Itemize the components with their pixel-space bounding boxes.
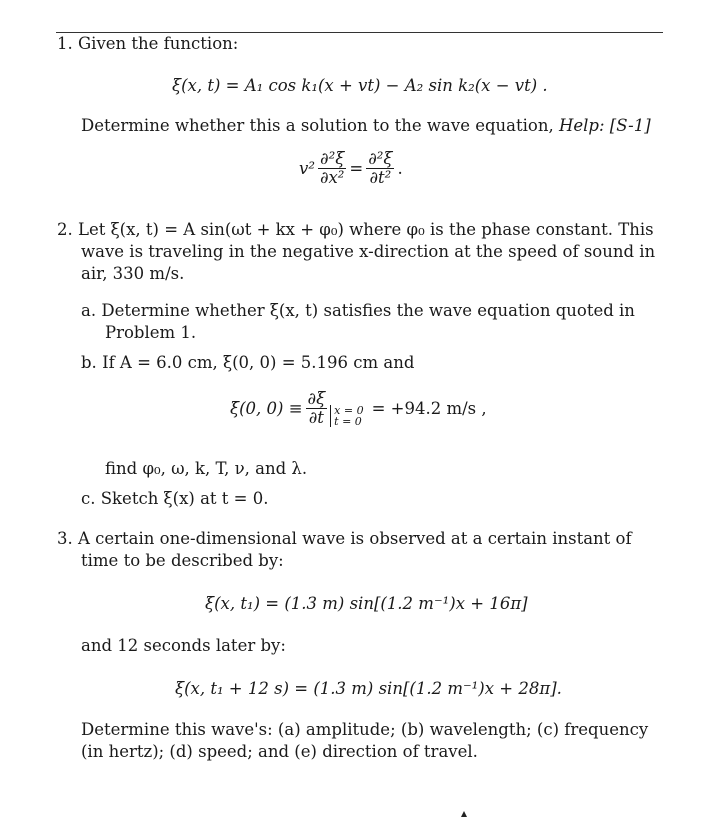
problem-2b-eq-rhs: = +94.2 m/s , [371, 399, 487, 418]
wave-eq-coef: v² [299, 159, 315, 178]
problem-2-line-2: wave is traveling in the negative x-direction at the speed of sound in [81, 242, 656, 261]
wave-eq-lhs-frac [318, 150, 346, 187]
problem-2b-eq-num: ∂ξ [307, 389, 326, 408]
problem-3-equation-2: ξ(x, t₁ + 12 s) = (1.3 m) sin[(1.2 m⁻¹)x + 28π]. [175, 679, 562, 698]
problem-2-number: 2. [57, 220, 73, 239]
wave-equation [299, 150, 403, 187]
problem-3-line1-text: A certain one-dimensional wave is observed at a certain instant of [78, 529, 632, 548]
problem-3-question-1: Determine this wave's: (a) amplitude; (b) wavelength; (c) frequency [81, 720, 649, 739]
problem-3-line-2: time to be described by: [81, 551, 284, 570]
wave-eq-lhs-num: ∂²ξ [320, 149, 345, 168]
problem-2-line-3: air, 330 m/s. [81, 264, 185, 283]
problem-2c-text: Sketch ξ(x) at t = 0. [100, 489, 269, 508]
problem-1-question-text: Determine whether this a solution to the wave equation, [81, 116, 554, 135]
problem-1-header [57, 33, 238, 55]
problem-2b-label: b. [81, 353, 97, 372]
problem-2b-cond-t: t = 0 [334, 414, 362, 428]
problem-2a-line1-text: Determine whether ξ(x, t) satisfies the wave equation quoted in [101, 301, 635, 320]
problem-2c-label: c. [81, 489, 96, 508]
problem-1-equation: ξ(x, t) = A₁ cos k₁(x + vt) − A₂ sin k₂(x − vt) . [172, 76, 548, 95]
problem-1-help: Help: [S-1] [558, 116, 651, 135]
wave-eq-period: . [397, 159, 403, 178]
problem-2a-line-1 [81, 300, 635, 322]
problem-3-equation-1: ξ(x, t₁) = (1.3 m) sin[(1.2 m⁻¹)x + 16π] [205, 594, 528, 613]
problem-3-line-1 [57, 528, 632, 550]
problem-2b-equation [230, 390, 487, 427]
problem-3-number: 3. [57, 529, 73, 548]
problem-2b-eq-lhs: ξ̇(0, 0) ≡ [230, 399, 303, 418]
problem-3-later: and 12 seconds later by: [81, 636, 286, 655]
wave-eq-rhs-den: ∂t² [369, 168, 392, 187]
problem-1-question [81, 115, 651, 137]
problem-2b-find: find φ₀, ω, k, T, ν, and λ. [105, 459, 308, 478]
wave-eq-rhs-num: ∂²ξ [368, 149, 393, 168]
problem-2-line-1 [57, 219, 654, 241]
wave-eq-equals: = [349, 159, 364, 178]
problem-2b-eq-den: ∂t [308, 408, 324, 427]
problem-2a-line-2: Problem 1. [105, 323, 197, 342]
problem-1-intro: Given the function: [78, 34, 239, 53]
problem-2b-eval-bar [330, 405, 363, 427]
problem-3-question-2: (in hertz); (d) speed; and (e) direction of travel. [81, 742, 478, 761]
problem-2c-line [81, 488, 268, 510]
problem-2b-cond-x: x = 0 [334, 403, 364, 417]
mouse-cursor-icon [461, 811, 467, 817]
problem-2a-label: a. [81, 301, 97, 320]
wave-eq-rhs-frac [366, 150, 394, 187]
wave-eq-lhs-den: ∂x² [319, 168, 345, 187]
problem-2b-line1-text: If A = 6.0 cm, ξ(0, 0) = 5.196 cm and [102, 353, 415, 372]
problem-2b-eq-frac [306, 390, 328, 427]
problem-2b-line-1 [81, 352, 414, 374]
problem-2-line1-text: Let ξ(x, t) = A sin(ωt + kx + φ₀) where φ₀ is the phase constant. This [78, 220, 654, 239]
problem-1-number: 1. [57, 34, 73, 53]
